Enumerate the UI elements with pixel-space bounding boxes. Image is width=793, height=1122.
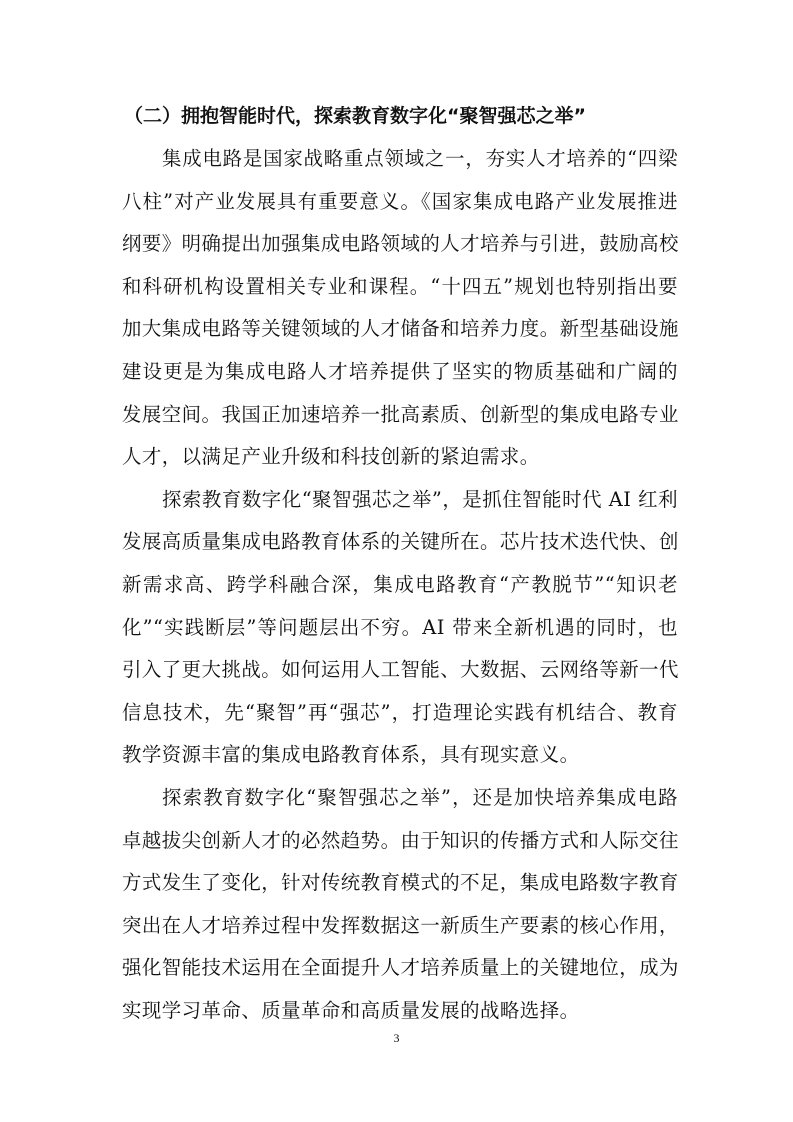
text-line: 集成电路是国家战略重点领域之一，夯实人才培养的“四梁 (162, 147, 678, 170)
text-line: 探索教育数字化“聚智强芯之举”，是抓住智能时代 AI 红利 (162, 487, 678, 511)
text-line: 人才，以满足产业升级和科技创新的紧迫需求。 (122, 445, 540, 469)
text-line: 卓越拔尖创新人才的必然趋势。由于知识的传播方式和人际交往 (122, 828, 679, 852)
paragraph-1 (122, 143, 678, 484)
text-line: 建设更是为集成电路人才培养提供了坚实的物质基础和广阔的 (122, 359, 678, 383)
paragraph-3 (122, 782, 678, 1038)
text-line: 八柱”对产业发展具有重要意义。《国家集成电路产业发展推进 (122, 189, 678, 213)
text-line: 方式发生了变化，针对传统教育模式的不足，集成电路数字教育 (122, 871, 679, 895)
page-number: 3 (393, 1031, 400, 1045)
text-line: 和科研机构设置相关专业和课程。“十四五”规划也特别指出要 (122, 274, 678, 298)
text-line: 突出在人才培养过程中发挥数据这一新质生产要素的核心作用， (122, 913, 679, 937)
text-line: 教学资源丰富的集成电路教育体系，具有现实意义。 (122, 743, 580, 767)
section-heading: （二）拥抱智能时代，探索教育数字化“聚智强芯之举” (124, 105, 586, 127)
text-line: 强化智能技术运用在全面提升人才培养质量上的关键地位，成为 (122, 956, 679, 980)
paragraph-2 (122, 484, 678, 782)
text-line: 纲要》明确提出加强集成电路领域的人才培养与引进，鼓励高校 (122, 232, 679, 256)
text-line: 加大集成电路等关键领域的人才储备和培养力度。新型基础设施 (122, 317, 679, 341)
text-line: 引入了更大挑战。如何运用人工智能、大数据、云网络等新一代 (122, 658, 679, 682)
text-line: 信息技术，先“聚智”再“强芯”，打造理论实践有机结合、教育 (122, 700, 678, 724)
text-line: 发展高质量集成电路教育体系的关键所在。芯片技术迭代快、创 (122, 530, 679, 554)
text-line: 实现学习革命、质量革命和高质量发展的战略选择。 (122, 998, 580, 1022)
text-line: 发展空间。我国正加速培养一批高素质、创新型的集成电路专业 (122, 402, 679, 426)
body-text (122, 143, 678, 1037)
text-line: 探索教育数字化“聚智强芯之举”，还是加快培养集成电路 (162, 785, 678, 809)
text-line: 新需求高、跨学科融合深，集成电路教育“产教脱节”“知识老 (122, 572, 678, 596)
text-line: 化”“实践断层”等问题层出不穷。AI 带来全新机遇的同时，也 (122, 615, 678, 639)
